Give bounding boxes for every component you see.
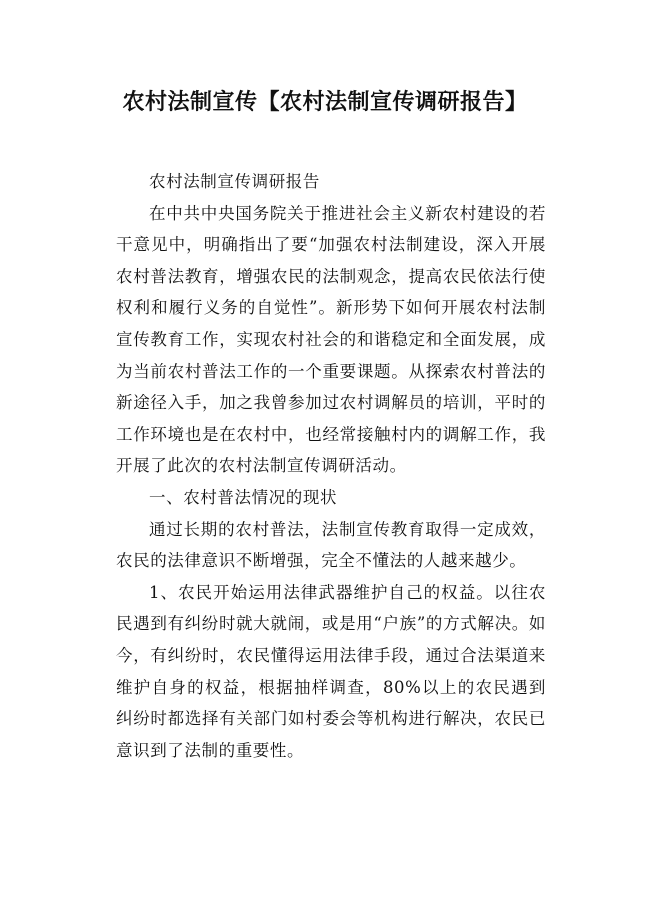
section-heading: 一、农村普法情况的现状 — [149, 487, 338, 507]
paragraph-status: 通过长期的农村普法，法制宣传教育取得一定成效，农民的法律意识不断增强，完全不懂法的人越来越少。 — [116, 519, 546, 571]
paragraph-intro: 在中共中央国务院关于推进社会主义新农村建设的若干意见中，明确指出了要“加强农村法制建设，深入开展农村普法教育，增强农民的法制观念，提高农民依法行使权利和履行义务的自觉性”。新形势下如何开展农村法制宣传教育工作，实现农村社会的和谐稳定和全面发展，成为当前农村普法工作的一个重要课题。从探索农村普法的新途径入手，加之我曾参加过农村调解员的培训，平时的工作环境也是在农村中，也经常接触村内的调解工作，我开展了此次的农村法制宣传调研活动。 — [116, 203, 546, 476]
document-body — [116, 166, 546, 766]
paragraph-point-1: 1、农民开始运用法律武器维护自己的权益。以往农民遇到有纠纷时就大就闹，或是用“户族”的方式解决。如今，有纠纷时，农民懂得运用法律手段，通过合法渠道来维护自身的权益，根据抽样调查，80%以上的农民遇到纠纷时都选择有关部门如村委会等机构进行解决，农民已意识到了法制的重要性。 — [116, 582, 546, 760]
document-title: 农村法制宣传【农村法制宣传调研报告】 — [122, 90, 528, 115]
report-subtitle: 农村法制宣传调研报告 — [149, 172, 320, 191]
